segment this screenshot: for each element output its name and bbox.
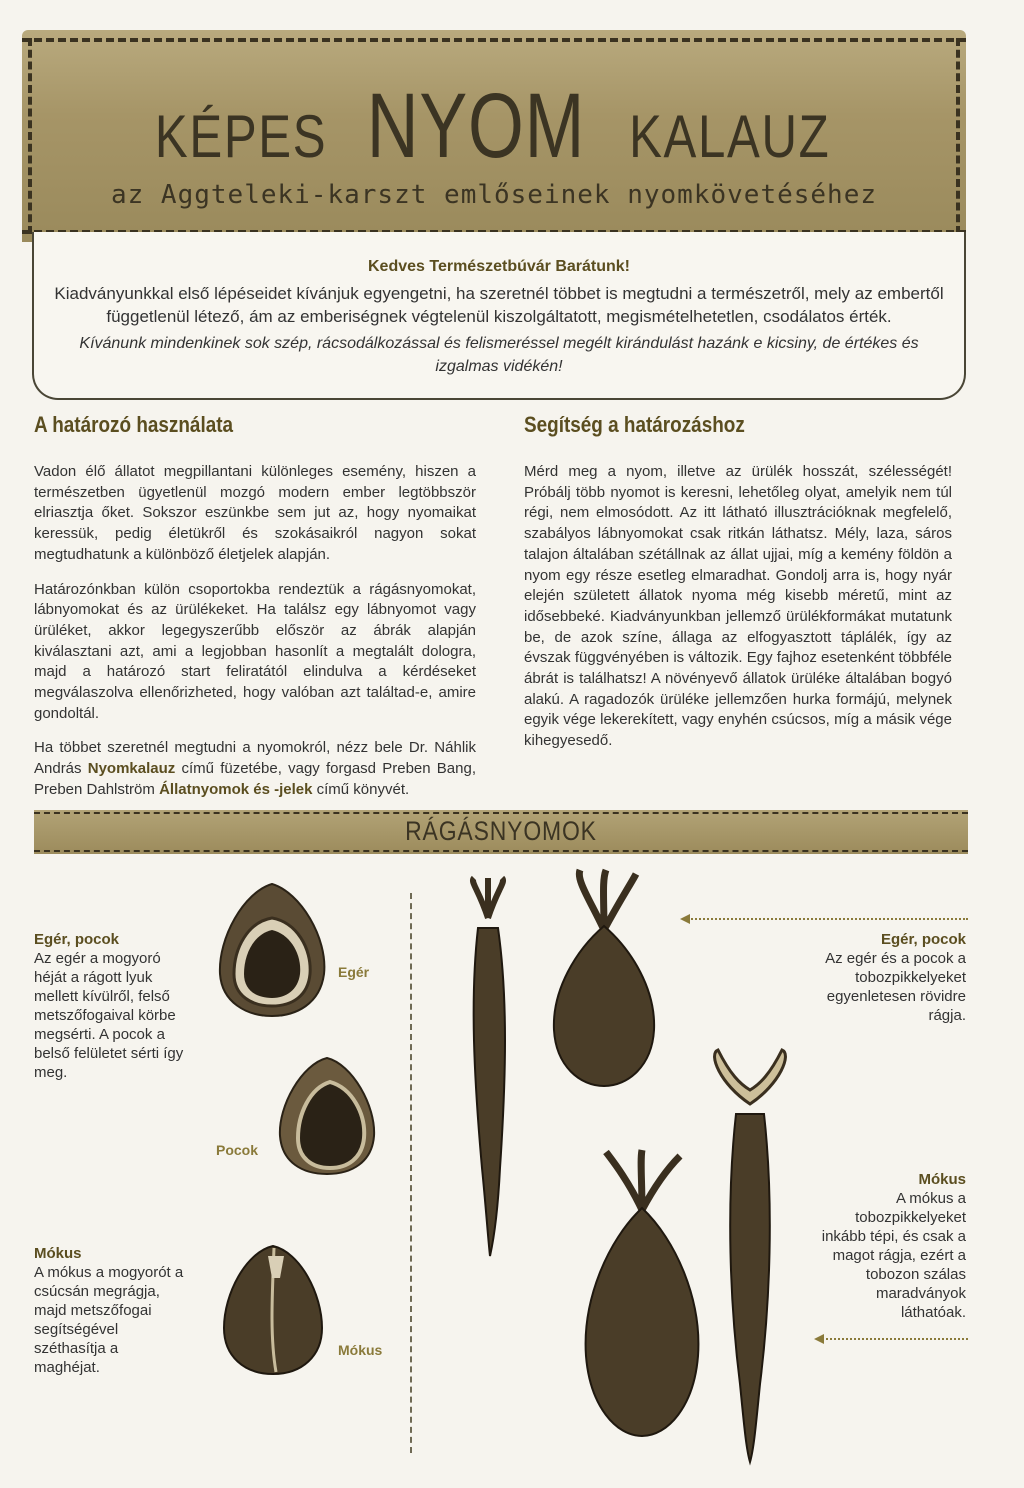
usage-heading: A határozó használata (34, 412, 234, 437)
label-cone-squirrel-title: Mókus (918, 1171, 966, 1188)
label-nut-squirrel-text: A mókus a mogyorót a csúcsán megrágja, majd metszőfogai segítségével széthasítja a maghéjat. (34, 1264, 184, 1376)
usage-paragraph-1: Vadon élő állatot megpillantani különleges esemény, hiszen a természetben ügyetlenül mozgó modern ember legtöbbször elriasztja őket. Sokszor eszünkbe sem jut az, hogy nyomaikat keressük, pedig életükről és szokásaikról nagyon sokat megtudhatunk a különböző életjelek alapján. (34, 463, 476, 563)
tag-mokus: Mókus (338, 1342, 383, 1358)
cone-mouse-illustration (540, 870, 670, 1090)
section-banner (34, 810, 968, 854)
usage-column (34, 462, 476, 815)
ref-text-a: Ha többet szeretnél megtudni a nyomokról, nézz bele Dr. Náhlik András (34, 739, 476, 778)
page-subtitle: az Aggteleki-karszt emlőseinek nyomkövetéséhez (110, 180, 878, 210)
help-paragraph: Mérd meg a nyom, illetve az ürülék hosszát, szélességét! Próbálj több nyomot is keresni, lehetőleg olyat, amelyik nem túl régi, nem elmosódott. Az itt látható illusztrációknak megfelelő, szabályos lábnyomokat csak ritkán láthatsz. Mély, laza, sáros talajon általában szétállnak az állat ujjai, míg a kemény földön a nyom egy része esetleg elmaradhat. Gondolj arra is, hogy nyár elején született állatok nyoma még kisebb méretű, mint az idősebbeké. Kiadványunkban jellemző ürülékformákat mutatunk be, de azok színe, állaga az elfogyasztott táplálék, így az évszak függvényében is változik. Egy fajhoz esetenként többféle ábrát is találhatsz! A növényevő állatok ürüléke általában bogyó alakú. A ragadozók ürüléke jellemzően hurka formájú, melynek egyik vége lekerekített, vagy enyhén csúcsos, míg a másik vége kihegyesedő. (524, 463, 952, 750)
greeting-heading: Kedves Természetbúvár Barátunk! (367, 258, 631, 275)
hazelnut-vole-illustration (272, 1052, 382, 1178)
ref-text-e: című könyvét. (312, 780, 410, 798)
arrow-squirrel-label (822, 1338, 968, 1340)
label-cone-squirrel (812, 1170, 966, 1322)
cone-core-mouse-illustration (700, 1044, 800, 1464)
help-heading: Segítség a határozáshoz (524, 412, 745, 437)
label-nut-squirrel-title: Mókus (34, 1245, 82, 1262)
tag-pocok: Pocok (216, 1142, 259, 1158)
section-dash-top (34, 812, 968, 814)
cone-core-squirrel-illustration (448, 878, 528, 1258)
ref-text-c: című füzetébe, vagy forgasd Preben Bang, Preben Dahlström (34, 760, 476, 798)
hazelnut-squirrel-illustration (218, 1238, 328, 1378)
page-title (22, 74, 966, 179)
section-dash-bottom (34, 850, 968, 852)
banner-dash-top (22, 38, 966, 42)
tag-eger: Egér (338, 964, 370, 980)
title-banner (22, 30, 966, 242)
label-nut-mouse (34, 930, 184, 1082)
illustration-divider (410, 893, 412, 1453)
title-right: KALAUZ (628, 103, 831, 170)
usage-paragraph-3 (34, 738, 476, 800)
ref-title-allatnyomok: Állatnyomok és -jelek (159, 780, 313, 798)
cone-squirrel-illustration (572, 1150, 712, 1440)
section-title: RÁGÁSNYOMOK (405, 816, 597, 846)
greeting-italic: Kívánunk mindenkinek sok szép, rácsodálkozással és felismeréssel megélt kirándulást hazánk e kicsiny, de értékes és izgalmas vidékén! (79, 335, 919, 375)
label-cone-mouse-text: Az egér és a pocok a tobozpikkelyeket egyenletesen rövidre rágja. (825, 950, 966, 1024)
title-main: NYOM (367, 75, 586, 177)
hazelnut-mouse-illustration (212, 878, 332, 1018)
greeting-box (32, 232, 966, 400)
title-left: KÉPES (154, 103, 327, 170)
label-nut-mouse-text: Az egér a mogyoró héját a rágott lyuk mellett kívülről, felső metszőfogaival körbe megsérti. A pocok a belső felületet sérti így meg. (34, 950, 184, 1081)
label-cone-squirrel-text: A mókus a tobozpikkelyeket inkább tépi, és csak a magot rágja, ezért a tobozon szálas maradványok láthatóak. (821, 1190, 966, 1321)
label-nut-squirrel (34, 1244, 184, 1377)
ref-title-nyomkalauz: Nyomkalauz (87, 760, 176, 778)
arrow-mouse-label (688, 918, 968, 920)
usage-paragraph-2: Határozónkban külön csoportokba rendeztük a rágásnyomokat, lábnyomokat és az ürülékeket. Ha találsz egy lábnyomot vagy ürüléket, akkor legegyszerűbb először az ábrák alapján kiválasztani azt, ami a legjobban hasonlít a megtalált dologra, majd a határozó start feliratától elindulva a kérdéseket megválaszolva ellenőrizheted, hogy valóban azt találtad-e, amire gondoltál. (34, 580, 476, 722)
help-column (524, 462, 952, 766)
label-cone-mouse (812, 930, 966, 1025)
greeting-text: Kiadványunkkal első lépéseidet kívánjuk egyengetni, ha szeretnél többet is megtudni a természetről, mely az embertől függetlenül létező, ám az emberiségnek végtelenül kiszolgáltatott, megismételhetetlen, csodálatos érték. (54, 284, 944, 326)
label-nut-mouse-title: Egér, pocok (34, 931, 120, 948)
label-cone-mouse-title: Egér, pocok (880, 931, 966, 948)
